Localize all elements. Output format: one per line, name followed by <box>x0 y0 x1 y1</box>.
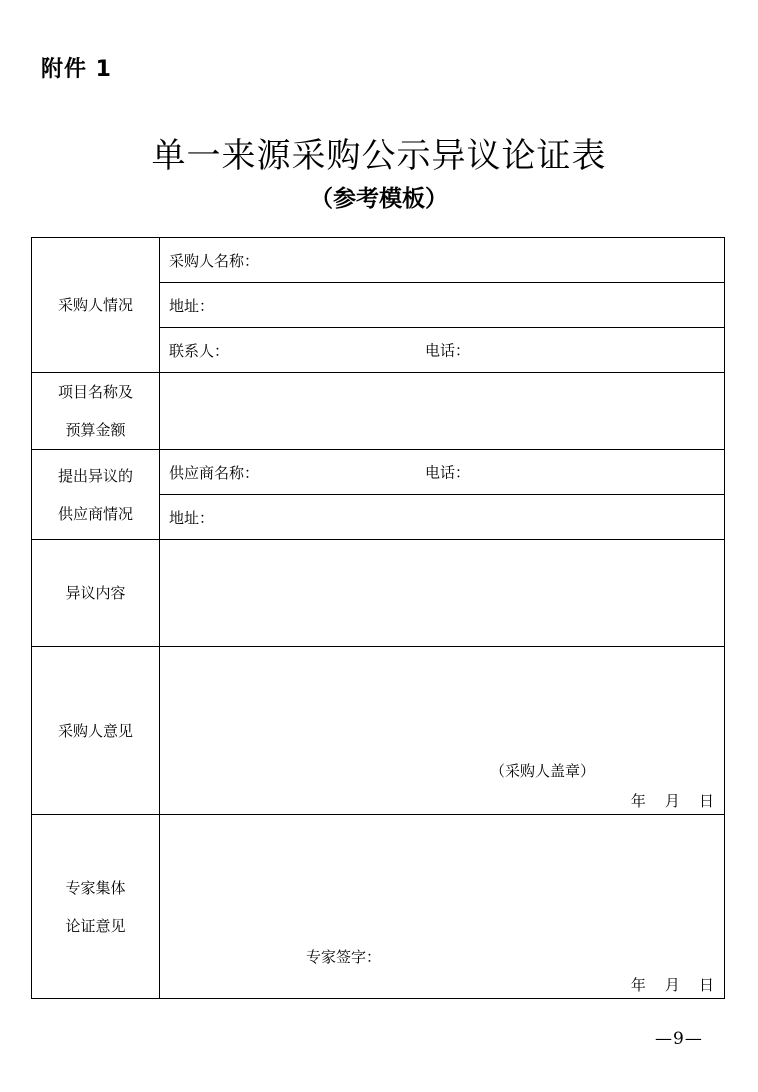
expert-opinion-label <box>32 815 160 999</box>
supplier-name-label: 供应商名称： <box>169 463 260 482</box>
project-label-line1: 项目名称及 <box>57 383 133 401</box>
objection-section-label <box>32 540 160 647</box>
purchaser-opinion-field[interactable] <box>160 647 725 815</box>
purchaser-section-label <box>32 238 160 373</box>
expert-opinion-field[interactable] <box>160 815 725 999</box>
supplier-phone-label: 电话： <box>425 463 471 482</box>
purchaser-phone-label: 电话： <box>425 341 471 360</box>
purchaser-name-field[interactable] <box>160 238 725 283</box>
expert-label-line1: 专家集体 <box>65 878 126 897</box>
table-row <box>32 373 725 450</box>
purchaser-stamp-label: （采购人盖章） <box>490 762 596 780</box>
table-row <box>32 647 725 815</box>
table-row <box>32 238 725 283</box>
project-label-line2: 预算金额 <box>65 421 126 439</box>
expert-opinion-date: 年 月 日 <box>630 976 714 994</box>
objection-label-text: 异议内容 <box>65 584 126 602</box>
purchaser-address-field[interactable] <box>160 283 725 328</box>
table-row <box>32 540 725 647</box>
purchaser-contact-field[interactable] <box>160 328 725 373</box>
supplier-name-field[interactable] <box>160 450 725 495</box>
attachment-label: 附件 1 <box>41 57 112 82</box>
project-budget-field[interactable] <box>160 373 725 450</box>
supplier-label-line2: 供应商情况 <box>57 504 133 523</box>
purchaser-contact-label: 联系人： <box>169 341 230 360</box>
purchaser-name-label: 采购人名称： <box>169 251 260 270</box>
document-subtitle: （参考模板） <box>310 186 448 212</box>
purchaser-opinion-date: 年 月 日 <box>630 792 714 810</box>
supplier-address-field[interactable] <box>160 495 725 540</box>
purchaser-opinion-label <box>32 647 160 815</box>
objection-form-table <box>31 237 725 999</box>
supplier-section-label <box>32 450 160 540</box>
table-row <box>32 815 725 999</box>
document-title: 单一来源采购公示异议论证表 <box>151 136 607 176</box>
expert-signature-label: 专家签字： <box>306 948 382 966</box>
purchaser-section-label-text: 采购人情况 <box>57 296 133 314</box>
objection-content-field[interactable] <box>160 540 725 647</box>
project-section-label <box>32 373 160 450</box>
supplier-address-label: 地址： <box>169 508 215 527</box>
purchaser-opinion-label-text: 采购人意见 <box>57 721 133 740</box>
purchaser-address-label: 地址： <box>169 296 215 315</box>
expert-label-line2: 论证意见 <box>65 916 126 935</box>
table-row <box>32 450 725 495</box>
supplier-label-line1: 提出异议的 <box>57 466 133 485</box>
page-number: —9— <box>655 1029 703 1049</box>
